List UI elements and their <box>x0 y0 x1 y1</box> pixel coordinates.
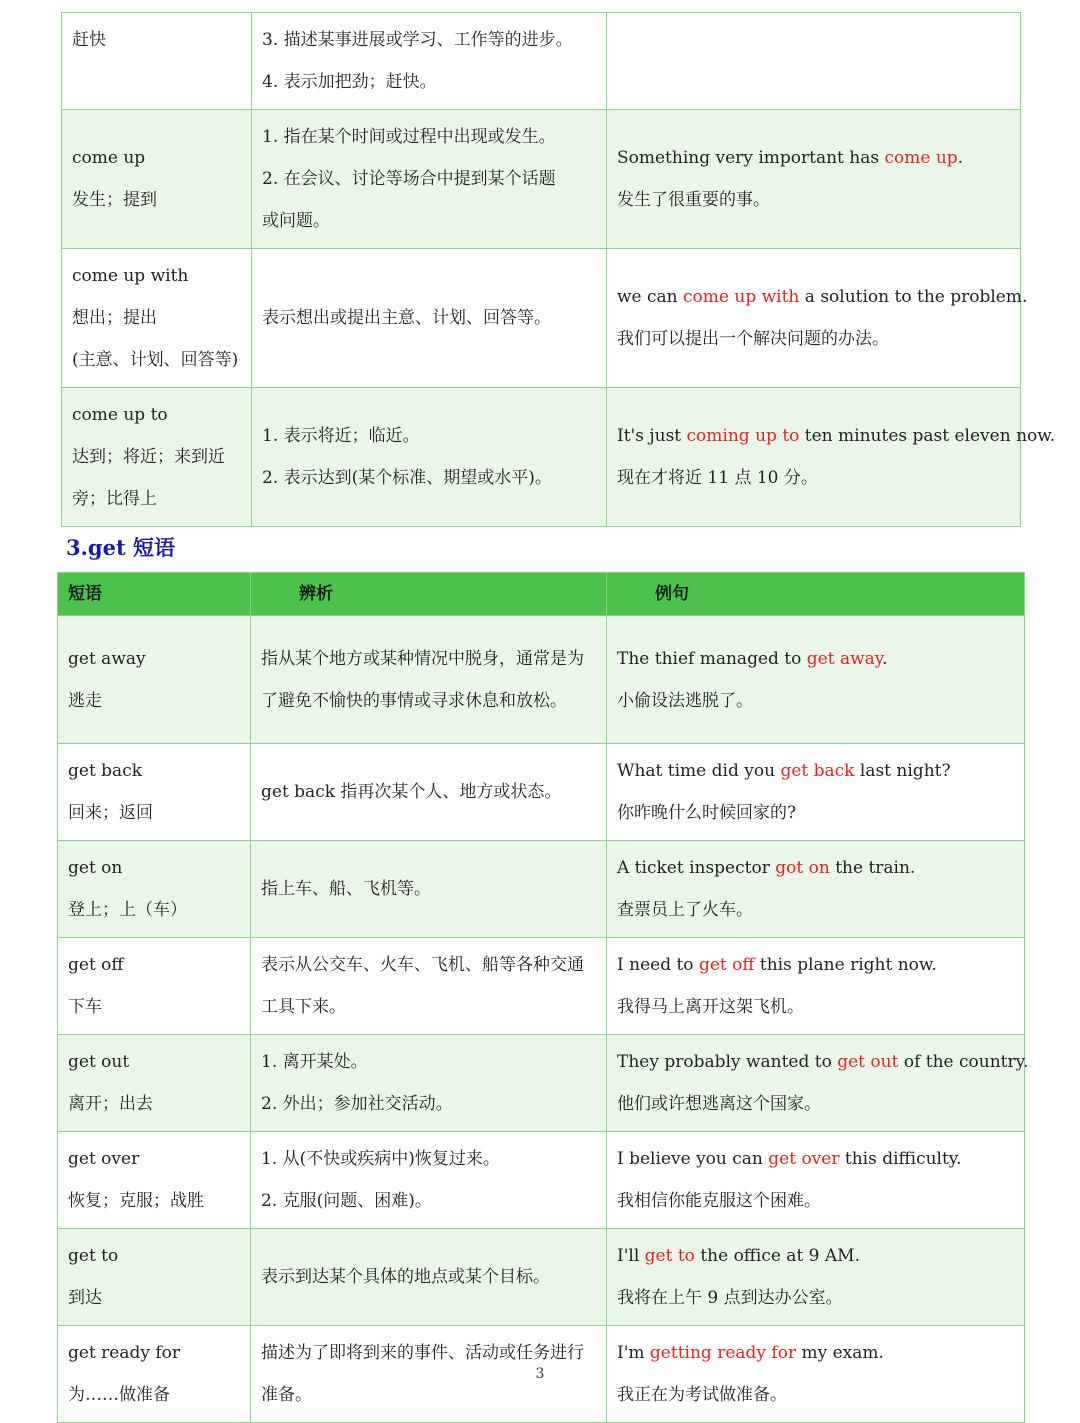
analysis-cell <box>252 110 607 249</box>
analysis-cell <box>251 841 607 938</box>
example-sentence <box>617 137 1010 179</box>
phrase-text: get off <box>68 955 124 975</box>
example-translation: 现在才将近 11 点 10 分。 <box>617 468 818 488</box>
example-text: A ticket inspector <box>617 858 776 878</box>
phrase-cell <box>58 841 251 938</box>
top-phrase-table <box>61 12 1056 527</box>
phrase-text: come up to <box>72 405 168 425</box>
example-highlight: getting ready for <box>649 1343 797 1363</box>
example-translation: 我正在为考试做准备。 <box>617 1385 787 1405</box>
table-row <box>58 744 1025 841</box>
example-text: we can <box>617 287 684 307</box>
analysis-line: 4. 表示加把劲；赶快。 <box>262 72 437 92</box>
phrase-text: get back <box>68 761 143 781</box>
example-text: I need to <box>617 955 699 975</box>
example-sentence <box>617 750 1014 792</box>
page-number: 3 <box>535 1366 545 1382</box>
example-text: the train. <box>829 858 916 878</box>
example-cell <box>607 841 1025 938</box>
phrase-meaning: 旁；比得上 <box>72 489 157 509</box>
example-translation: 我相信你能克服这个困难。 <box>617 1191 821 1211</box>
analysis-line: 1. 表示将近；临近。 <box>262 426 420 446</box>
example-translation: 我们可以提出一个解决问题的办法。 <box>617 329 889 349</box>
analysis-cell <box>251 938 607 1035</box>
phrase-cell <box>62 110 252 249</box>
phrase-text: get to <box>68 1246 119 1266</box>
example-cell <box>607 616 1025 744</box>
phrase-text: get ready for <box>68 1343 181 1363</box>
example-text: a solution to the problem. <box>799 287 1028 307</box>
analysis-cell <box>251 616 607 744</box>
analysis-cell <box>251 1035 607 1132</box>
phrase-text: get out <box>68 1052 130 1072</box>
example-highlight: get to <box>644 1246 695 1266</box>
analysis-text: get back 指再次某个人、地方或状态。 <box>261 782 562 802</box>
example-highlight: get over <box>768 1149 840 1169</box>
example-text: this difficulty. <box>839 1149 962 1169</box>
analysis-cell <box>251 1229 607 1326</box>
phrase-cell <box>58 1132 251 1229</box>
example-translation: 小偷设法逃脱了。 <box>617 690 753 711</box>
example-text: . <box>957 148 964 168</box>
example-sentence <box>617 415 1056 457</box>
example-cell <box>607 1229 1025 1326</box>
phrase-text: get on <box>68 858 123 878</box>
example-text: What time did you <box>617 761 781 781</box>
example-sentence <box>617 1138 1014 1180</box>
example-translation: 你昨晚什么时候回家的? <box>617 803 797 823</box>
table-row <box>62 249 1021 388</box>
example-text: I believe you can <box>617 1149 769 1169</box>
analysis-cell <box>252 13 607 110</box>
example-sentence <box>617 1235 1014 1277</box>
example-cell <box>607 13 1021 110</box>
analysis-line: 1. 指在某个时间或过程中出现或发生。 <box>262 127 556 147</box>
example-text: my exam. <box>796 1343 884 1363</box>
example-cell <box>607 388 1056 527</box>
table-row <box>58 1035 1025 1132</box>
phrase-meaning: 离开；出去 <box>68 1094 153 1114</box>
example-translation: 查票员上了火车。 <box>617 900 753 920</box>
example-highlight: come up <box>884 148 958 168</box>
table-row <box>58 938 1025 1035</box>
example-highlight: get away <box>806 648 883 669</box>
example-text: They probably wanted to <box>617 1052 838 1072</box>
example-text: I'll <box>617 1246 645 1266</box>
example-translation: 我得马上离开这架飞机。 <box>617 997 804 1017</box>
example-text: last night? <box>854 761 951 781</box>
table-header-row <box>58 573 1025 616</box>
example-translation: 我将在上午 9 点到达办公室。 <box>617 1288 843 1308</box>
example-sentence <box>617 1041 1029 1083</box>
phrase-cell <box>58 1035 251 1132</box>
phrase-meaning: 达到；将近；来到近 <box>72 447 225 467</box>
example-text: ten minutes past eleven now. <box>799 426 1056 446</box>
example-text: The thief managed to <box>617 648 807 669</box>
phrase-meaning: 回来；返回 <box>68 803 153 823</box>
example-sentence <box>617 638 1014 680</box>
phrase-cell <box>62 13 252 110</box>
analysis-text: 指从某个地方或某种情况中脱身，通常是为了避免不愉快的事情或寻求休息和放松。 <box>261 648 584 711</box>
analysis-line: 1. 从(不快或疾病中)恢复过来。 <box>261 1149 500 1169</box>
example-translation: 发生了很重要的事。 <box>617 190 770 210</box>
header-phrase: 短语 <box>58 573 251 616</box>
analysis-line: 或问题。 <box>262 211 330 231</box>
phrase-meaning: 下车 <box>68 997 102 1017</box>
analysis-line: 表示想出或提出主意、计划、回答等。 <box>262 308 551 328</box>
phrase-meaning: 逃走 <box>68 690 102 711</box>
analysis-line: 2. 表示达到(某个标准、期望或水平)。 <box>262 468 552 488</box>
example-translation: 他们或许想逃离这个国家。 <box>617 1094 821 1114</box>
analysis-cell <box>251 744 607 841</box>
table-row <box>62 388 1021 527</box>
phrase-note: (主意、计划、回答等) <box>72 350 239 370</box>
phrase-text: get away <box>68 648 146 669</box>
get-phrase-table <box>57 572 1029 1423</box>
phrase-cell <box>58 1229 251 1326</box>
phrase-meaning: 想出；提出 <box>72 308 157 328</box>
phrase-meaning: 发生；提到 <box>72 190 157 210</box>
example-cell <box>607 249 1028 388</box>
table-row <box>62 110 1021 249</box>
analysis-line: 2. 外出；参加社交活动。 <box>261 1094 453 1114</box>
analysis-text: 指上车、船、飞机等。 <box>261 879 431 899</box>
example-cell <box>607 938 1025 1035</box>
analysis-text: 描述为了即将到来的事件、活动或任务进行准备。 <box>261 1343 584 1405</box>
phrase-text: come up <box>72 148 146 168</box>
table-row <box>58 841 1025 938</box>
example-text: the office at 9 AM. <box>694 1246 860 1266</box>
analysis-cell <box>252 249 607 388</box>
phrase-cell <box>58 616 251 744</box>
header-example: 例句 <box>607 573 1025 616</box>
example-highlight: coming up to <box>686 426 800 446</box>
table-row <box>62 13 1021 110</box>
example-text: of the country. <box>898 1052 1029 1072</box>
analysis-cell <box>252 388 607 527</box>
example-highlight: come up with <box>683 287 800 307</box>
phrase-meaning: 为……做准备 <box>68 1385 170 1405</box>
table-row <box>58 616 1025 744</box>
phrase-line: 赶快 <box>72 30 106 50</box>
table-row <box>58 1229 1025 1326</box>
example-highlight: get back <box>780 761 855 781</box>
analysis-line: 1. 离开某处。 <box>261 1052 368 1072</box>
example-sentence <box>617 276 1028 318</box>
example-text: Something very important has <box>617 148 885 168</box>
table-row <box>58 1132 1025 1229</box>
example-text: It's just <box>617 426 687 446</box>
example-sentence <box>617 944 1014 986</box>
example-cell <box>607 110 1021 249</box>
example-highlight: got on <box>775 858 830 878</box>
section-title: 3.get 短语 <box>66 535 175 560</box>
example-highlight: get out <box>837 1052 899 1072</box>
phrase-meaning: 恢复；克服；战胜 <box>68 1191 204 1211</box>
phrase-cell <box>62 388 252 527</box>
example-text: . <box>882 648 888 669</box>
example-highlight: get off <box>698 955 755 975</box>
phrase-cell <box>58 938 251 1035</box>
phrase-meaning: 登上；上（车） <box>68 900 187 920</box>
example-cell <box>607 1035 1029 1132</box>
example-text: I'm <box>617 1343 650 1363</box>
analysis-line: 2. 克服(问题、困难)。 <box>261 1191 432 1211</box>
analysis-line: 3. 描述某事进展或学习、工作等的进步。 <box>262 30 573 50</box>
example-text: this plane right now. <box>754 955 937 975</box>
example-cell <box>607 744 1025 841</box>
analysis-text: 表示到达某个具体的地点或某个目标。 <box>261 1267 550 1287</box>
analysis-text: 表示从公交车、火车、飞机、船等各种交通工具下来。 <box>261 955 584 1017</box>
phrase-text: come up with <box>72 266 189 286</box>
analysis-line: 2. 在会议、讨论等场合中提到某个话题 <box>262 169 556 189</box>
header-analysis: 辨析 <box>251 573 607 616</box>
phrase-text: get over <box>68 1149 140 1169</box>
example-sentence <box>617 847 1014 889</box>
example-cell <box>607 1132 1025 1229</box>
analysis-cell <box>251 1132 607 1229</box>
phrase-cell <box>62 249 252 388</box>
phrase-meaning: 到达 <box>68 1288 102 1308</box>
phrase-cell <box>58 744 251 841</box>
